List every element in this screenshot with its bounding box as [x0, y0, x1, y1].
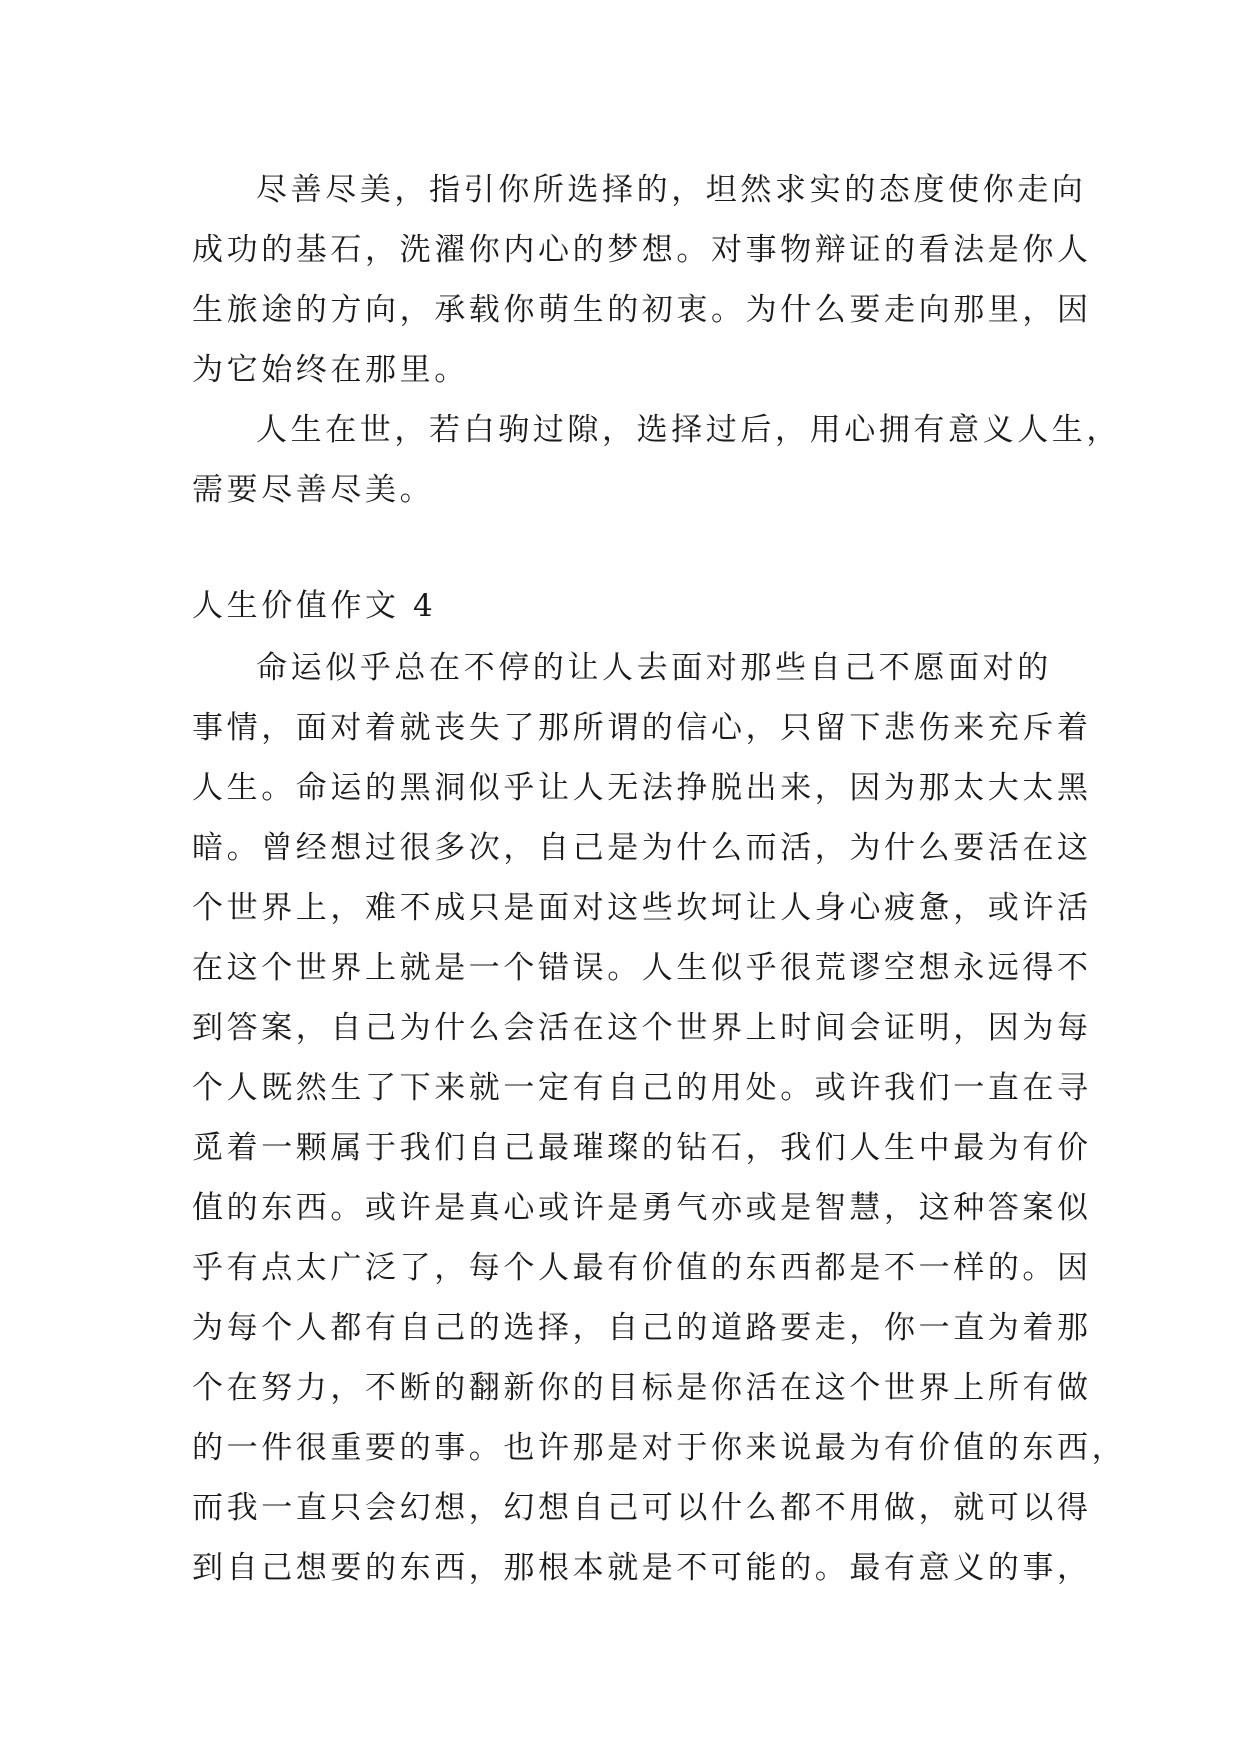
paragraph-1: [192, 160, 1092, 400]
text-line: 成功的基石，洗濯你内心的梦想。对事物辩证的看法是你人: [192, 232, 1092, 268]
text-line: 的一件很重要的事。也许那是对于你来说最为有价值的东西，: [192, 1430, 1127, 1466]
text-line: 事情，面对着就丧失了那所谓的信心，只留下悲伤来充斥着: [192, 710, 1092, 746]
text-line: 尽善尽美，指引你所选择的，坦然求实的态度使你走向: [256, 172, 1087, 208]
text-line: 在这个世界上就是一个错误。人生似乎很荒谬空想永远得不: [192, 950, 1092, 986]
text-line: 暗。曾经想过很多次，自己是为什么而活，为什么要活在这: [192, 830, 1092, 866]
text-line: 为它始终在那里。: [192, 352, 469, 388]
section-heading: 人生价值作文 4: [192, 588, 437, 624]
text-line: 而我一直只会幻想，幻想自己可以什么都不用做，就可以得: [192, 1490, 1092, 1526]
text-line: 个世界上，难不成只是面对这些坎坷让人身心疲惫，或许活: [192, 890, 1092, 926]
text-line: 命运似乎总在不停的让人去面对那些自己不愿面对的: [256, 650, 1052, 686]
text-line: 需要尽善尽美。: [192, 472, 435, 508]
text-line: 到自己想要的东西，那根本就是不可能的。最有意义的事，: [192, 1550, 1092, 1586]
text-line: 值的东西。或许是真心或许是勇气亦或是智慧，这种答案似: [192, 1190, 1092, 1226]
document-page: [192, 160, 1127, 1598]
paragraph-2: [192, 400, 1121, 520]
paragraph-3: [192, 638, 1127, 1598]
text-line: 觅着一颗属于我们自己最璀璨的钻石，我们人生中最为有价: [192, 1130, 1092, 1166]
text-line: 乎有点太广泛了，每个人最有价值的东西都是不一样的。因: [192, 1250, 1092, 1286]
text-line: 个在努力，不断的翻新你的目标是你活在这个世界上所有做: [192, 1370, 1092, 1406]
text-line: 人生在世，若白驹过隙，选择过后，用心拥有意义人生，: [256, 412, 1121, 448]
text-line: 个人既然生了下来就一定有自己的用处。或许我们一直在寻: [192, 1070, 1092, 1106]
text-line: 生旅途的方向，承载你萌生的初衷。为什么要走向那里，因: [192, 292, 1092, 328]
text-line: 人生。命运的黑洞似乎让人无法挣脱出来，因为那太大太黑: [192, 770, 1092, 806]
text-line: 到答案，自己为什么会活在这个世界上时间会证明，因为每: [192, 1010, 1092, 1046]
text-line: 为每个人都有自己的选择，自己的道路要走，你一直为着那: [192, 1310, 1092, 1346]
